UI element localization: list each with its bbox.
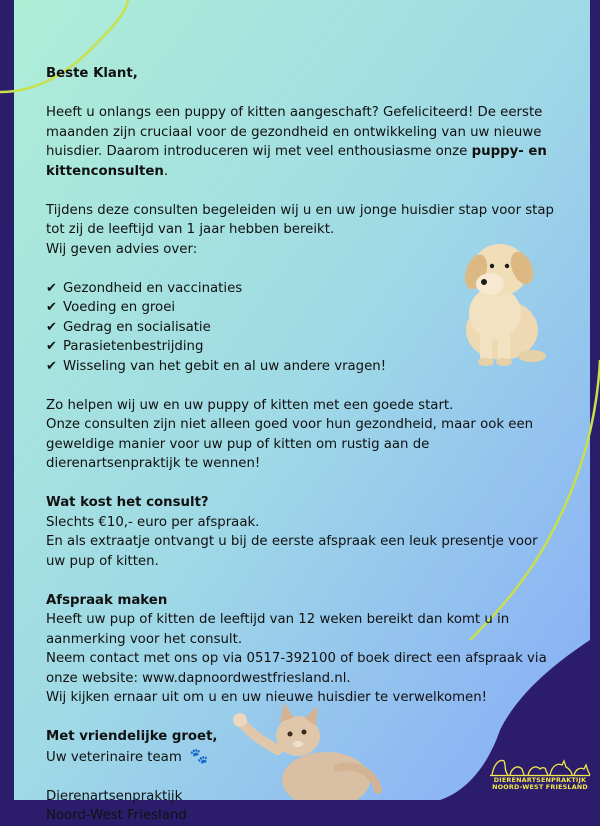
appointment-heading: Afspraak maken (46, 592, 168, 608)
practice-name-1: Dierenartsenpraktijk (46, 788, 183, 804)
appointment-line-3: Wij kijken ernaar uit om u en uw nieuwe huisdier te verwelkomen! (46, 690, 487, 705)
closing-team: Uw veterinaire team (46, 749, 182, 765)
cost-line-2: En als extraatje ontvangt u bij de eerste afspraak een leuk presentje voor uw pup of kitten. (46, 534, 538, 569)
logo-line-1: DIERENARTSENPRAKTIJK (493, 776, 587, 784)
practice-name-2: Noord-West Friesland (46, 808, 187, 823)
paw-icon: 🐾 (189, 746, 209, 765)
benefits-line-2: Onze consulten zijn niet alleen goed voor hun gezondheid, maar ook een geweldige manier voor uw pup of kitten om rustig aan de dierenartsenpraktijk te wennen! (46, 417, 534, 471)
intro-text: Heeft u onlangs een puppy of kitten aangeschaft? Gefeliciteerd! De eerste maanden zijn cruciaal voor de gezondheid en ontwikkeling van uw nieuwe huisdier. Daarom introduceren wij met veel enthousiasme onze (46, 105, 543, 159)
check-icon: ✔ (46, 319, 57, 335)
intro-end: . (163, 163, 169, 179)
checklist-label: Gezondheid en vaccinaties (63, 280, 243, 296)
checklist-label: Wisseling van het gebit en al uw andere vragen! (63, 358, 387, 374)
puppy-illustration (440, 228, 560, 368)
benefits-line-1: Zo helpen wij uw en uw puppy of kitten met een goede start. (46, 397, 454, 413)
closing-salutation: Met vriendelijke groet, (46, 729, 218, 744)
checklist-label: Gedrag en socialisatie (63, 319, 211, 335)
check-icon: ✔ (46, 300, 57, 315)
appointment-line-1: Heeft uw pup of kitten de leeftijd van 12 weken bereikt dan komt u in aanmerking voor het consult. (46, 612, 510, 647)
animal-silhouettes-icon (488, 755, 592, 777)
check-icon: ✔ (46, 280, 57, 296)
practice-logo (488, 755, 592, 800)
guidance-line-1: Tijdens deze consulten begeleiden wij u en uw jonge huisdier stap voor stap tot zij de leeftijd van 1 jaar hebben bereikt. (46, 202, 554, 237)
logo-line-2: NOORD-WEST FRIESLAND (492, 783, 588, 791)
guidance-line-2: Wij geven advies over: (46, 241, 198, 257)
check-icon: ✔ (46, 339, 57, 354)
checklist-label: Voeding en groei (63, 300, 176, 315)
appointment-line-2: Neem contact met ons op via 0517-392100 of boek direct een afspraak via onze website: www.dapnoordwestfriesland.nl. (46, 651, 547, 686)
cost-line-1: Slechts €10,- euro per afspraak. (46, 514, 260, 530)
cost-heading: Wat kost het consult? (46, 495, 209, 510)
greeting: Beste Klant, (46, 66, 138, 81)
checklist-label: Parasietenbestrijding (63, 339, 204, 354)
kitten-illustration (228, 698, 388, 800)
check-icon: ✔ (46, 358, 57, 374)
intro-bold: puppy- en kittenconsulten (46, 144, 547, 179)
intro-paragraph (46, 103, 556, 181)
logo-text (488, 777, 592, 791)
